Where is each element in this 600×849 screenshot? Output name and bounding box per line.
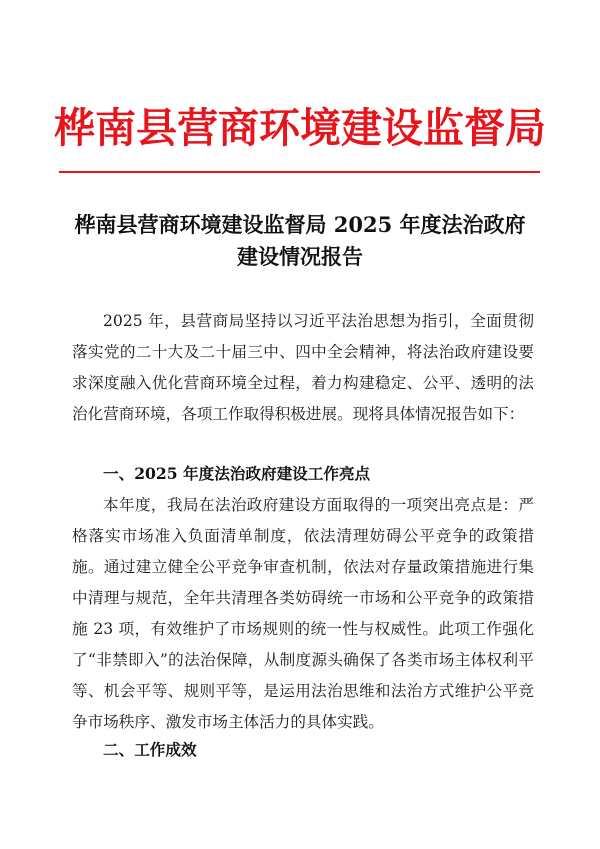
document-title [40,209,560,273]
section-1-paragraph: 本年度，我局在法治政府建设方面取得的一项突出亮点是：严格落实市场准入负面清单制度，依法清理妨碍公平竞争的政策措施。通过建立健全公平竞争审查机制，依法对存量政策措施进行集中清理与规范，全年共清理各类妨碍统一市场和公平竞争的政策措施 23 项，有效维护了市场规则的统一性与权威性。此项工作强化了“非禁即入”的法治保障，从制度源头确保了各类市场主体权利平等、机会平等、规则平等，是运用法治思维和法治方式维护公平竞争市场秩序、激发市场主体活力的具体实践。 [72,496,534,731]
document-title-line-1: 桦南县营商环境建设监督局 2025 年度法治政府 [74,212,526,237]
section-1-heading: 一、2025 年度法治政府建设工作亮点 [103,464,371,483]
document-title-line-2: 建设情况报告 [237,244,363,269]
intro-paragraph: 2025 年，县营商局坚持以习近平法治思想为指引，全面贯彻落实党的二十大及二十届三中、四中全会精神，将法治政府建设要求深度融入优化营商环境全过程，着力构建稳定、公平、透明的法治化营商环境，各项工作取得积极进展。现将具体情况报告如下： [72,312,534,423]
masthead-red-rule [59,171,540,173]
section-2-heading: 二、工作成效 [103,740,197,759]
masthead-title: 桦南县营商环境建设监督局 [54,104,546,152]
